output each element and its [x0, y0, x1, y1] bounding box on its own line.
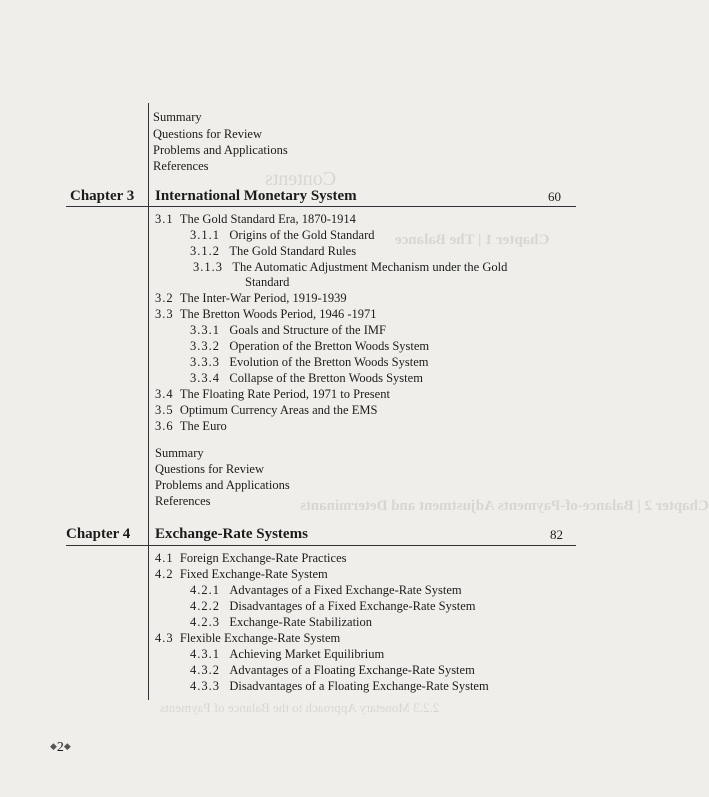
page-number-value: 2 [56, 740, 64, 755]
toc-entry: 4.3.1 Achieving Market Equilibrium [190, 647, 385, 661]
toc-entry: 3.3 The Bretton Woods Period, 1946 -1971 [155, 307, 377, 321]
toc-entry: 4.1 Foreign Exchange-Rate Practices [155, 551, 347, 565]
column-rule-bottom [148, 545, 149, 700]
toc-entry: 3.3.2 Operation of the Bretton Woods System [190, 339, 430, 353]
chapter3-title: International Monetary System [155, 188, 357, 204]
toc-entry-continued: Standard [245, 275, 290, 289]
chapter4-rule [66, 545, 576, 546]
top-problems: Problems and Applications [153, 143, 288, 157]
show-through-chapter1: Chapter 1 | The Balance [395, 232, 550, 248]
ch3-references: References [155, 494, 211, 508]
toc-entry: 4.2 Fixed Exchange-Rate System [155, 567, 328, 581]
toc-entry: 4.3 Flexible Exchange-Rate System [155, 631, 341, 645]
show-through-contents: Contents [265, 168, 337, 190]
toc-entry: 4.2.1 Advantages of a Fixed Exchange-Rate System [190, 583, 462, 597]
top-summary: Summary [153, 110, 202, 124]
ch3-summary: Summary [155, 446, 204, 460]
toc-entry: 4.3.2 Advantages of a Floating Exchange-Rate System [190, 663, 475, 677]
ch3-questions: Questions for Review [155, 462, 265, 476]
show-through-chapter2: Chapter 2 | Balance-of-Payments Adjustment and Determinants [300, 498, 709, 514]
toc-entry: 3.3.3 Evolution of the Bretton Woods System [190, 355, 429, 369]
toc-entry: 3.2 The Inter-War Period, 1919-1939 [155, 291, 347, 305]
toc-entry: 3.5 Optimum Currency Areas and the EMS [155, 403, 378, 417]
chapter3-rule [66, 206, 576, 207]
toc-entry: 3.1.3 The Automatic Adjustment Mechanism under the Gold [193, 260, 508, 274]
toc-entry: 3.1.2 The Gold Standard Rules [190, 244, 357, 258]
column-rule-middle [148, 206, 149, 545]
chapter4-label: Chapter 4 [66, 526, 131, 542]
chapter3-label: Chapter 3 [70, 188, 135, 204]
page-number [50, 738, 71, 756]
toc-entry: 3.1 The Gold Standard Era, 1870-1914 [155, 212, 356, 226]
toc-entry: 3.4 The Floating Rate Period, 1971 to Present [155, 387, 390, 401]
chapter3-page: 60 [548, 189, 561, 204]
toc-entry: 3.3.4 Collapse of the Bretton Woods System [190, 371, 423, 385]
diamond-icon: ◆ [63, 741, 71, 751]
top-questions: Questions for Review [153, 127, 263, 141]
show-through-line: 2.2.3 Monetary Approach to the Balance of Payments [160, 700, 440, 715]
ch3-problems: Problems and Applications [155, 478, 290, 492]
chapter4-title: Exchange-Rate Systems [155, 526, 308, 542]
chapter4-page: 82 [550, 527, 563, 542]
toc-entry: 4.2.3 Exchange-Rate Stabilization [190, 615, 373, 629]
diamond-icon: ◆ [50, 741, 57, 751]
top-references: References [153, 159, 209, 173]
toc-entry: 3.1.1 Origins of the Gold Standard [190, 228, 375, 242]
toc-entry: 3.3.1 Goals and Structure of the IMF [190, 323, 386, 337]
toc-entry: 3.6 The Euro [155, 419, 227, 433]
toc-entry: 4.3.3 Disadvantages of a Floating Exchange-Rate System [190, 679, 489, 693]
column-rule-top [148, 103, 149, 206]
toc-entry: 4.2.2 Disadvantages of a Fixed Exchange-Rate System [190, 599, 476, 613]
